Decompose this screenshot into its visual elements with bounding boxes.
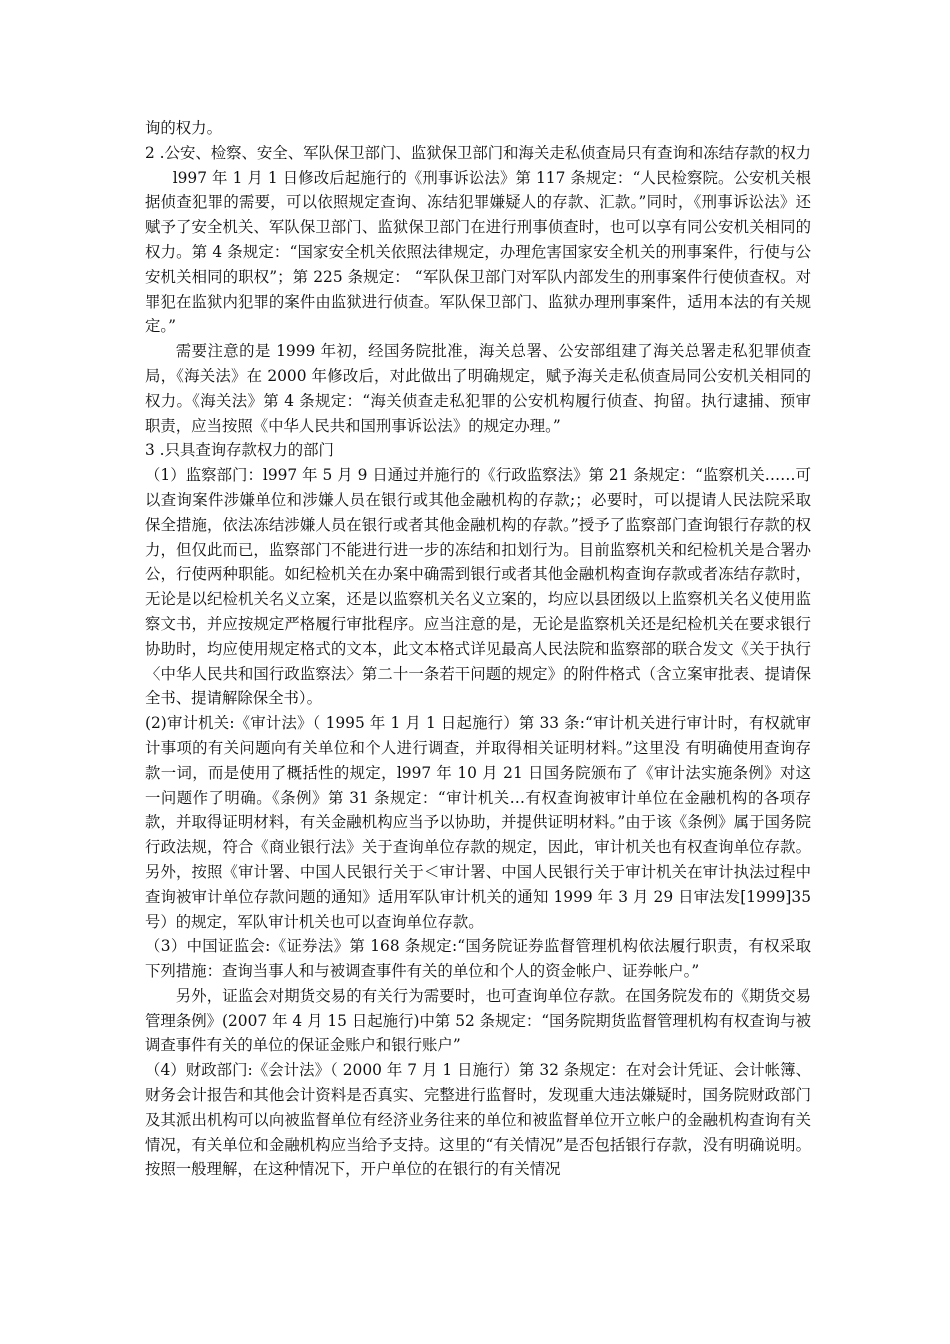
paragraph-criminal-procedure-law: l997 年 1 月 1 日修改后起施行的《刑事诉讼法》第 117 条规定：“人民检察院。公安机关根据侦查犯罪的需要，可以依照规定查询、冻结犯罪嫌疑人的存款、汇款。”同时，《刑事诉讼法》还赋予了安全机关、军队保卫部门、监狱保卫部门在进行刑事侦查时，也可以享有同公安机关相同的权力。第 4 条规定：“国家安全机关依照法律规定，办理危害国家安全机关的刑事案件，行使与公安机关相同的职权”；第 225 条规定： “军队保卫部门对军队内部发生的刑事案件行使侦查权。对罪犯在监狱内犯罪的案件由监狱进行侦查。军队保卫部门、监狱办理刑事案件，适用本法的有关规定。”	[145, 168, 811, 336]
section-heading-2: 2 .公安、检察、安全、军队保卫部门、监狱保卫部门和海关走私侦查局只有查询和冻结存款的权力	[145, 143, 811, 162]
section-heading-3: 3 .只具查询存款权力的部门	[145, 441, 334, 460]
paragraph-finance-department: （4）财政部门:《会计法》（ 2000 年 7 月 1 日施行）第 32 条规定：在对会计凭证、会计帐簿、财务会计报告和其他会计资料是否真实、完整进行监督时，发现重大违法嫌疑时，国务院财政部门及其派出机构可以向被监督单位有经济业务往来的单位和被监督单位开立帐户的金融机构查询有关情况，有关单位和金融机构应当给予支持。这里的“有关情况”是否包括银行存款，没有明确说明。按照一般理解，在这种情况下，开户单位的在银行的有关情况	[145, 1061, 811, 1179]
paragraph-audit-authority: (2)审计机关:《审计法》（ 1995 年 1 月 1 日起施行）第 33 条:“审计机关进行审计时，有权就审计事项的有关问题向有关单位和个人进行调查，并取得相关证明材料。”这里没 有明确使用查询存款一词，而是使用了概括性的规定，l997 年 10 月 21 日国务院颁布了《审计法实施条例》对这一问题作了明确。《条例》第 31 条规定：“审计机关…有权查询被审计单位在金融机构的各项存款，并取得证明材料，有关金融机构应当予以协助，并提供证明材料。”由于该《条例》属于国务院行政法规，符合《商业银行法》关于查询单位存款的规定，因此，审计机关也有权查询单位存款。另外，按照《审计署、中国人民银行关于＜审计署、中国人民银行关于审计机关在审计执法过程中查询被审计单位存款问题的通知》适用军队审计机关的通知 1999 年 3 月 29 日审法发[1999]35 号）的规定，军队审计机关也可以查询单位存款。	[145, 714, 811, 931]
paragraph-continuation: 询的权力。	[145, 119, 222, 137]
paragraph-futures-trading: 另外，证监会对期货交易的有关行为需要时，也可查询单位存款。在国务院发布的《期货交易管理条例》(2007 年 4 月 15 日起施行)中第 52 条规定：“国务院期货监督管理机构有权查询与被调查事件有关的单位的保证金账户和银行账户”	[145, 986, 811, 1055]
paragraph-csrc: （3）中国证监会:《证券法》第 168 条规定:“国务院证券监督管理机构依法履行职责，有权采取下列措施：查询当事人和与被调查事件有关的单位和个人的资金帐户、证券帐户。”	[145, 937, 811, 981]
paragraph-supervision-department: （1）监察部门：l997 年 5 月 9 日通过并施行的《行政监察法》第 21 条规定：“监察机关……可以查询案件涉嫌单位和涉嫌人员在银行或其他金融机构的存款;；必要时，可以提请人民法院采取保全措施，依法冻结涉嫌人员在银行或者其他金融机构的存款。”授予了监察部门查询银行存款的权力，但仅此而已，监察部门不能进行进一步的冻结和扣划行为。目前监察机关和纪检机关是合署办公，行使两种职能。如纪检机关在办案中确需到银行或者其他金融机构查询存款或者冻结存款时，无论是以纪检机关名义立案，还是以监察机关名义立案的，均应以县团级以上监察机关名义使用监察文书，并应按规定严格履行审批程序。应当注意的是，无论是监察机关还是纪检机关在要求银行协助时，均应使用规定格式的文本，此文本格式详见最高人民法院和监察部的联合发文《关于执行〈中华人民共和国行政监察法〉第二十一条若干问题的规定》的附件格式（含立案审批表、提请保全书、提请解除保全书）。	[145, 466, 811, 708]
document-body	[145, 116, 811, 1182]
paragraph-customs-law: 需要注意的是 1999 年初，经国务院批准，海关总署、公安部组建了海关总署走私犯罪侦查局，《海关法》在 2000 年修改后，对此做出了明确规定，赋予海关走私侦查局同公安机关相同的权力。《海关法》第 4 条规定：“海关侦查走私犯罪的公安机构履行侦查、拘留。执行逮捕、预审职责，应当按照《中华人民共和国刑事诉讼法》的规定办理。”	[145, 342, 811, 435]
